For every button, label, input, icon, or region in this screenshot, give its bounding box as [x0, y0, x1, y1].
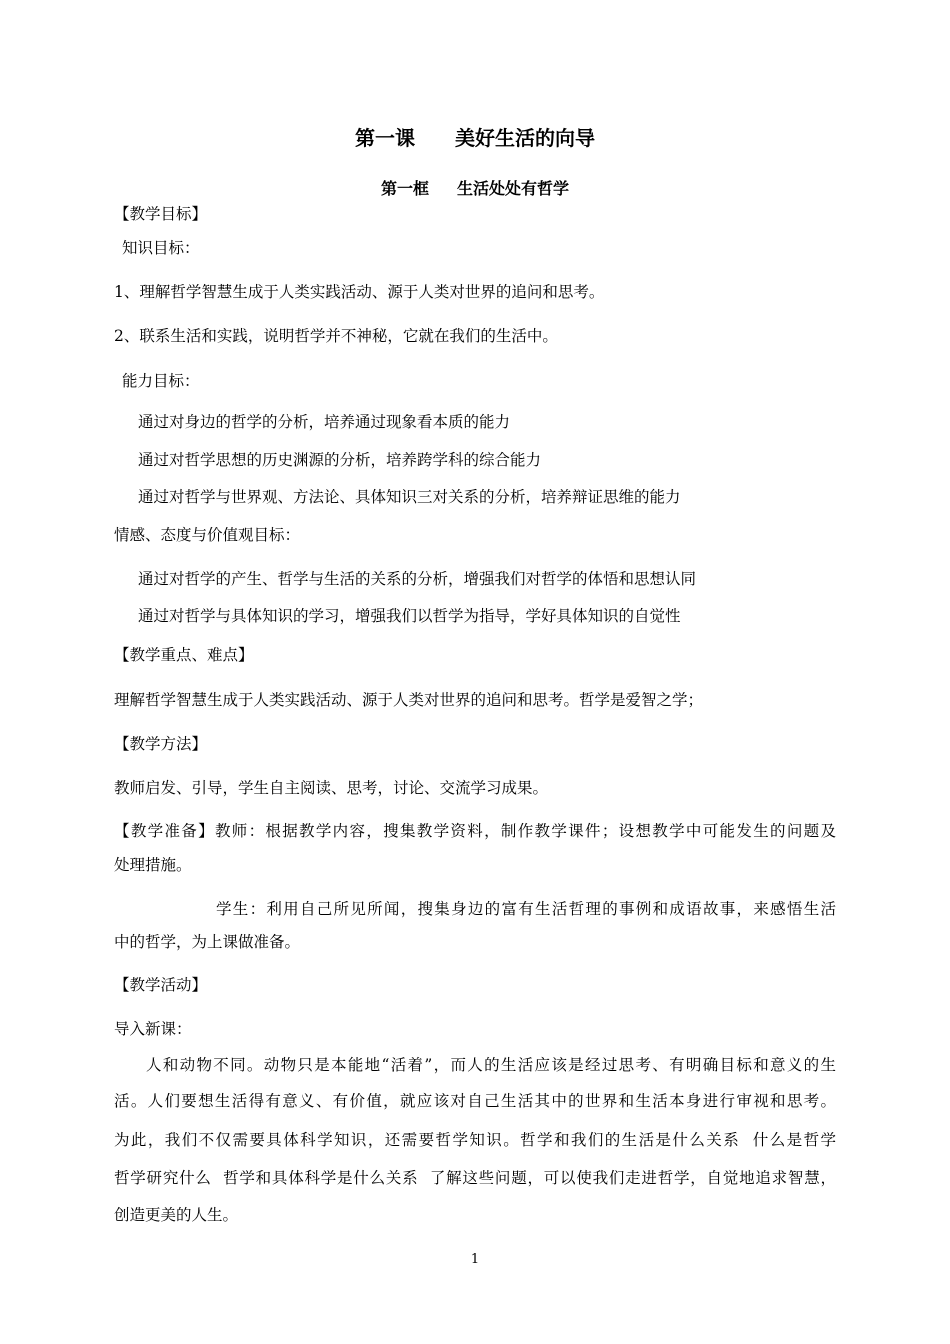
ability-goals-label: 能力目标： [122, 372, 200, 390]
key-points-heading: 【教学重点、难点】 [114, 646, 254, 664]
student-preparation-text: 学生：利用自己所见所闻，搜集身边的富有生活哲理的事例和成语故事，来感悟生活 [216, 900, 836, 918]
emotion-item: 通过对哲学与具体知识的学习，增强我们以哲学为指导，学好具体知识的自觉性 [138, 607, 681, 625]
section-number: 第一框 [380, 179, 429, 198]
preparation-heading: 【教学准备】 [114, 822, 215, 840]
teacher-preparation-text: 教师：根据教学内容，搜集教学资料，制作教学课件；设想教学中可能发生的问题及 [214, 822, 836, 840]
lesson-number: 第一课 [355, 126, 415, 150]
key-points-text: 理解哲学智慧生成于人类实践活动、源于人类对世界的追问和思考。哲学是爱智之学； [114, 691, 704, 709]
intro-paragraph-line: 人和动物不同。动物只是本能地“活着”，而人的生活应该是经过思考、有明确目标和意义的生 [146, 1056, 836, 1074]
teaching-goals-heading: 【教学目标】 [114, 205, 208, 223]
student-preparation-text-cont: 中的哲学，为上课做准备。 [114, 933, 301, 951]
page-number: 1 [470, 1252, 480, 1267]
methods-heading: 【教学方法】 [114, 735, 208, 753]
teacher-preparation-text-cont: 处理措施。 [114, 856, 192, 874]
section-name: 生活处处有哲学 [457, 179, 570, 198]
emotion-item: 通过对哲学的产生、哲学与生活的关系的分析，增强我们对哲学的体悟和思想认同 [138, 570, 697, 588]
knowledge-item: 1、理解哲学智慧生成于人类实践活动、源于人类对世界的追问和思考。 [114, 283, 605, 301]
section-title [0, 176, 950, 199]
preparation-teacher-line [114, 821, 836, 841]
activities-heading: 【教学活动】 [114, 976, 208, 994]
intro-paragraph-line: 创造更美的人生。 [114, 1206, 239, 1224]
lesson-title [0, 122, 950, 151]
knowledge-item: 2、联系生活和实践，说明哲学并不神秘，它就在我们的生活中。 [114, 327, 558, 345]
ability-item: 通过对哲学思想的历史渊源的分析，培养跨学科的综合能力 [138, 451, 542, 469]
methods-text: 教师启发、引导，学生自主阅读、思考，讨论、交流学习成果。 [114, 779, 549, 797]
intro-paragraph-line: 为此，我们不仅需要具体科学知识，还需要哲学知识。哲学和我们的生活是什么关系 什么是哲学 [114, 1131, 836, 1149]
intro-label: 导入新课： [114, 1020, 192, 1038]
lesson-name: 美好生活的向导 [455, 126, 595, 150]
ability-item: 通过对哲学与世界观、方法论、具体知识三对关系的分析，培养辩证思维的能力 [138, 488, 681, 506]
ability-item: 通过对身边的哲学的分析，培养通过现象看本质的能力 [138, 413, 511, 431]
intro-paragraph-line: 活。人们要想生活得有意义、有价值，就应该对自己生活其中的世界和生活本身进行审视和思考。 [114, 1092, 836, 1110]
intro-paragraph-line: 哲学研究什么 哲学和具体科学是什么关系 了解这些问题，可以使我们走进哲学，自觉地追求智慧， [114, 1169, 836, 1187]
knowledge-goals-label: 知识目标： [122, 239, 200, 257]
emotion-goals-label: 情感、态度与价值观目标： [114, 526, 301, 544]
